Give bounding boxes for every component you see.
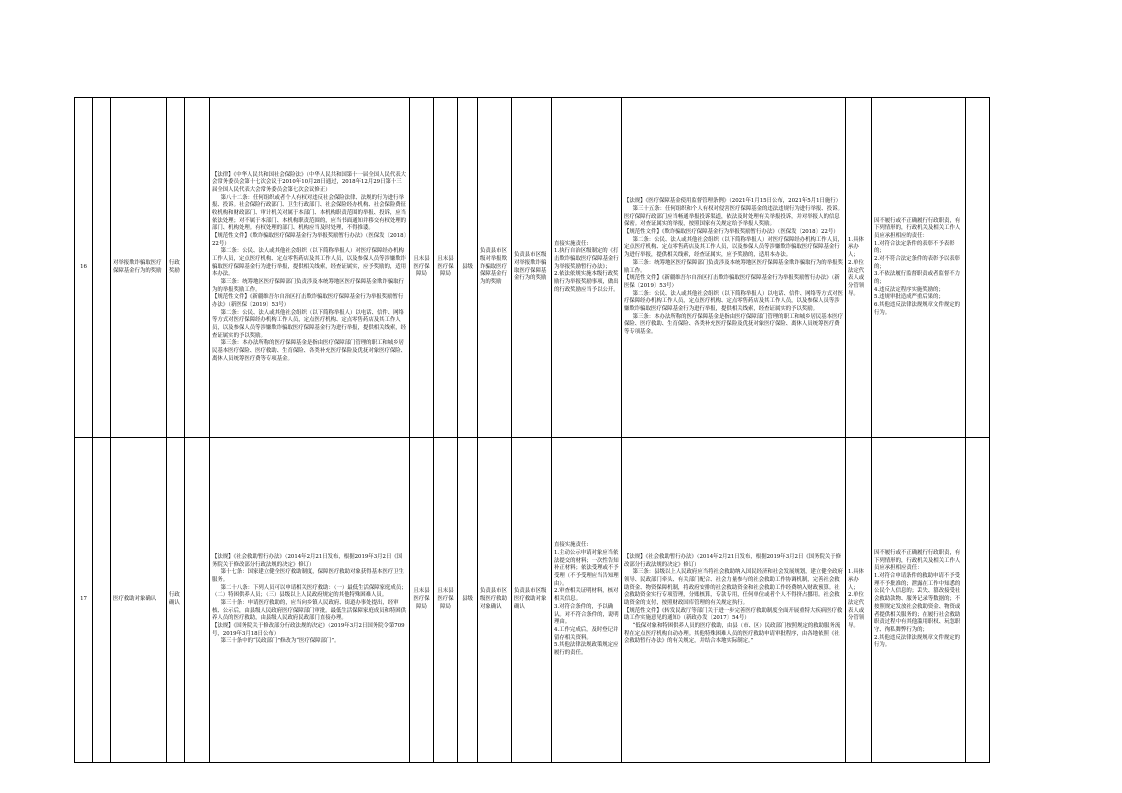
law-line: 【规范性文件】《转发民政厅等部门关于进一步完善医疗救助制度全面开展重特大疾病医疗救助工作实施意见的通知》（新政办发〔2017〕54号） (624, 607, 843, 622)
basis-line: 第二条：公民、法人或其他社会组织（以下简称举报人）对医疗保障经办机构工作人员，定点医疗机构、定点零售药店及其工作人员，以及参保人员等涉嫌欺诈骗取医疗保障基金行为进行举报，提供相关线索，经查证属实，应予奖励的，适用本办法。 (212, 248, 407, 278)
law-line: 第三十五条：任何组织和个人有权对侵害医疗保障基金的违法违规行为进行举报、投诉。医疗保障行政部门应当畅通举报投诉渠道，依法及时处理有关举报投诉，并对举报人的信息保密。对查证属实的举报，按照国家有关规定给予举报人奖励。 (624, 206, 843, 228)
implementing-dept: 且末县医疗保障局 (410, 438, 434, 763)
blank-cell (93, 98, 111, 438)
liability-content: 因不履行或不正确履行行政职责，有下列情形的，行政机关及相关工作人员应承担相应责任： 1.对符合申请条件的救助申请不予受理不予批准的；泄露在工作中知悉的公民个人信息的；丢失、篡改接受社会救助款物、服务记录等数据的；不按照规定发放社会救助资金、物资或者提供相关服务的；在履行社会救助职责过程中有其他滥用职权、玩忽职守、徇私舞弊行为的； 2.其他违反法律法规规章文件规定的行为。 (874, 550, 961, 649)
liability-content: 因不履行或不正确履行行政职责，有下列情形的，行政机关及相关工作人员应承担相应的责任： 1.对符合法定条件的表彰不予表彰的； 2.对不符合法定条件的表彰予以表彰的； 3.不依法履行监督职责或者监督不力的； 4.违反法定程序实施奖励的； 5.违规审批造成严重后果的； 6.其他违反法律法规规章文件规定的行为。 (874, 217, 961, 316)
item-name: 医疗救助对象确认 (111, 438, 167, 763)
accountability-subject (846, 438, 872, 763)
law-line: 第二条：公民、法人或其他社会组织（以下简称举报人）以电话、信件、网络等方式对医疗保障经办机构工作人员，定点医疗机构、定点零售药店及其工作人员，以及参保人员等涉嫌欺诈骗取医疗保障基金行为进行举报，提供相关线索，经查证属实的予以奖励。 (624, 290, 843, 312)
basis-line: 第八十二条：任何组织或者个人有权对违反社会保险法律、法规的行为进行举报、投诉。社会保险行政部门、卫生行政部门、社会保险经办机构、社会保险费征收机构和财政部门、审计机关对属于本部门、本机构职责范围的举报、投诉，应当依法处理；对不属于本部门、本机构职责范围的，应当书面通知并移交有权处理的部门、机构处理。有权处理的部门、机构应当及时处理，不得推诿。 (212, 194, 407, 232)
duty-text (552, 98, 622, 438)
responsibility-scope: 负责县市区级医疗救助对象确认 (478, 438, 512, 763)
basis-line: 第三十条：申请医疗救助的，应当向乡镇人民政府、街道办事处提出，经审核、公示后，由县级人民政府医疗保障部门审批。最低生活保障家庭成员和特困供养人员的医疗救助，由县级人民政府民政部门直接办理。 (212, 600, 407, 622)
blank-cell (93, 438, 111, 763)
blank-cell (966, 438, 990, 763)
law-line: “低保对象和特困供养人员的医疗救助，由县（市、区）民政部门按照规定的救助服务流程在定点医疗机构自动办理。其他特殊困难人员的医疗救助申请审批程序，由各地依照《社会救助暂行办法》的有关规定，并结合本地实际制定。” (624, 623, 841, 645)
basis-line: 第二条：公民、法人或其他社会组织（以下简称举报人）以电话、信件、网络等方式对医疗保障经办机构工作人员，定点医疗机构、定点零售药店及其工作人员，以及参保人员等涉嫌欺诈骗取医疗保障基金行为进行举报，提供相关线索，经查证属实的予以奖励。 (212, 309, 407, 339)
law-line: 第二条：公民、法人或其他社会组织（以下简称举报人）对医疗保障经办机构工作人员，定点医疗机构、定点零售药店及其工作人员，以及参保人员等涉嫌欺诈骗取医疗保障基金行为进行举报，提供相关线索，经查证属实，应予奖励的，适用本办法。 (624, 236, 843, 259)
basis-line: 【法律】《中华人民共和国社会保险法》（中华人民共和国第十一届全国人民代表大会常务委员会第十七次会议于2010年10月28日通过，2018年12月29日第十三届全国人民代表大会常务委员会第七次会议修正） (212, 171, 407, 193)
exercise-level: 县级 (458, 438, 478, 763)
basis-line: 第三十条中的“民政部门”修改为“医疗保障部门”。 (220, 638, 340, 645)
basis-line: 【法规】《国务院关于修改部分行政法规的决定》（2019年3月2日国务院令第709号，2019年3月18日公布） (212, 623, 405, 637)
responsibility-scope: 负责县市区级对举报欺诈骗取医疗保障基金行为的奖励 (478, 98, 512, 438)
law-line: 第三条：县级以上人民政府应当将社会救助纳入国民经济和社会发展规划，建立健全政府领导、民政部门牵头、有关部门配合、社会力量参与的社会救助工作协调机制，完善社会救助资金、物资保障机制，将政府安排的社会救助资金和社会救助工作经费纳入财政预算。社会救助资金实行专项管理，分账核算，专款专用，任何单位或者个人不得挤占挪用。社会救助资金的支付，按照财政国库管理的有关规定执行。 (624, 569, 843, 606)
blank-cell (185, 98, 210, 438)
row-index: 16 (75, 98, 93, 438)
basis-line: 第三条：统筹地区医疗保障部门负责涉及本统筹地区医疗保障基金欺诈骗取行为的举报奖励工作。 (212, 279, 404, 293)
basis-line: 【规范性文件】《欺诈骗取医疗保障基金行为举报奖励暂行办法》（医保发〔2018〕22号） (212, 232, 407, 247)
law-line: 第三条：统筹地区医疗保障部门负责涉及本统筹地区医疗保障基金欺诈骗取行为的举报奖励工作。 (624, 259, 843, 274)
implementing-dept: 且末县医疗保障局 (410, 98, 434, 438)
exercise-level: 县级 (458, 98, 478, 438)
item-type: 行政奖励 (167, 98, 185, 438)
responsible-dept: 且末县医疗保障局 (434, 98, 458, 438)
table-row (75, 438, 990, 763)
basis-line: 第十七条：国家建立健全医疗救助制度，保障医疗救助对象获得基本医疗卫生服务。 (212, 569, 404, 583)
responsibility-table (74, 97, 990, 763)
liability-text (872, 438, 966, 763)
basis-line: 第三条：本办法所称的医疗保障基金是指由医疗保障部门管理的职工和城乡居民基本医疗保险、医疗救助、生育保险、各类补充医疗保险及优抚对象医疗保险、离休人员统筹医疗费等专项基金。 (212, 340, 407, 362)
basis-line: 第二十八条：下列人员可以申请相关医疗救助：（一）最低生活保障家庭成员；（二）特困供养人员；（三）县级以上人民政府规定的其他特殊困难人员。 (212, 584, 407, 599)
legal-basis (210, 438, 410, 763)
responsibility-subject: 负责县市区级医疗救助对象确认 (512, 438, 552, 763)
row-index: 17 (75, 438, 93, 763)
accountability-subject (846, 98, 872, 438)
responsible-dept: 且末县医疗保障局 (434, 438, 458, 763)
basis-line: 【规范性文件】《新疆维吾尔自治区打击欺诈骗取医疗保障基金行为举报奖励暂行办法》（新医保〔2019〕53号） (212, 294, 404, 309)
law-line: 【法规】《医疗保障基金使用监督管理条例》（2021年1月15日公布，2021年5月1日施行） (624, 198, 842, 205)
responsibility-subject: 负责县市区级对举报欺诈骗取医疗保障基金行为的奖励 (512, 98, 552, 438)
accountability-content: 1.具体承办人； 2.单位法定代表人或分管领导。 (848, 569, 865, 630)
duty-basis (622, 98, 846, 438)
item-name: 对举报欺诈骗取医疗保障基金行为的奖励 (111, 98, 167, 438)
basis-line: 【法规】《社会救助暂行办法》（2014年2月21日发布，根据2019年3月2日《国务院关于修改部分行政法规的决定》修订） (212, 553, 403, 568)
law-line: 第三条：本办法所称的医疗保障基金是指由医疗保障部门管理的职工和城乡居民基本医疗保险、医疗救助、生育保险、各类补充医疗保险及优抚对象医疗保险、离休人员统筹医疗费等专项基金。 (624, 313, 843, 335)
blank-cell (966, 98, 990, 438)
item-type: 行政确认 (167, 438, 185, 763)
duty-content: 直接实施责任: 1.执行自治区级制定的《打击欺诈骗取医疗保障基金行为举报奖励暂行办法》； 2.依法依规实施本级行政奖励行为举报奖励事项，做出的行政奖励应当予以公开。 (554, 240, 619, 293)
law-line: 【规范性文件】《新疆维吾尔自治区打击欺诈骗取医疗保障基金行为举报奖励暂行办法》（新医保〔2019〕53号） (624, 275, 840, 289)
accountability-content: 1.具体承办人； 2.单位法定代表人或分管领导。 (848, 236, 865, 297)
duty-text (552, 438, 622, 763)
blank-cell (185, 438, 210, 763)
legal-basis (210, 98, 410, 438)
liability-text (872, 98, 966, 438)
duty-basis (622, 438, 846, 763)
table-row (75, 98, 990, 438)
law-line: 【规范性文件】《欺诈骗取医疗保障基金行为举报奖励暂行办法》（医保发〔2018〕22号） (624, 229, 839, 236)
law-line: 【法规】《社会救助暂行办法》（2014年2月21日发布，根据2019年3月2日《国务院关于修改部分行政法规的决定》修订） (624, 553, 842, 568)
duty-content: 直接实施责任: 1.主动公示申请对象应当依法提交的材料；一次性告知补正材料；依法受理或不予受理（不予受理应当告知理由）。 2.审查相关证明材料，核对相关信息。 3.对符合条件的，予以确认。对不符合条件的，说明理由。 4.工作完成后，及时登记并留存相关资料。 5.其他法律法规政策规定应履行的责任。 (554, 542, 619, 656)
